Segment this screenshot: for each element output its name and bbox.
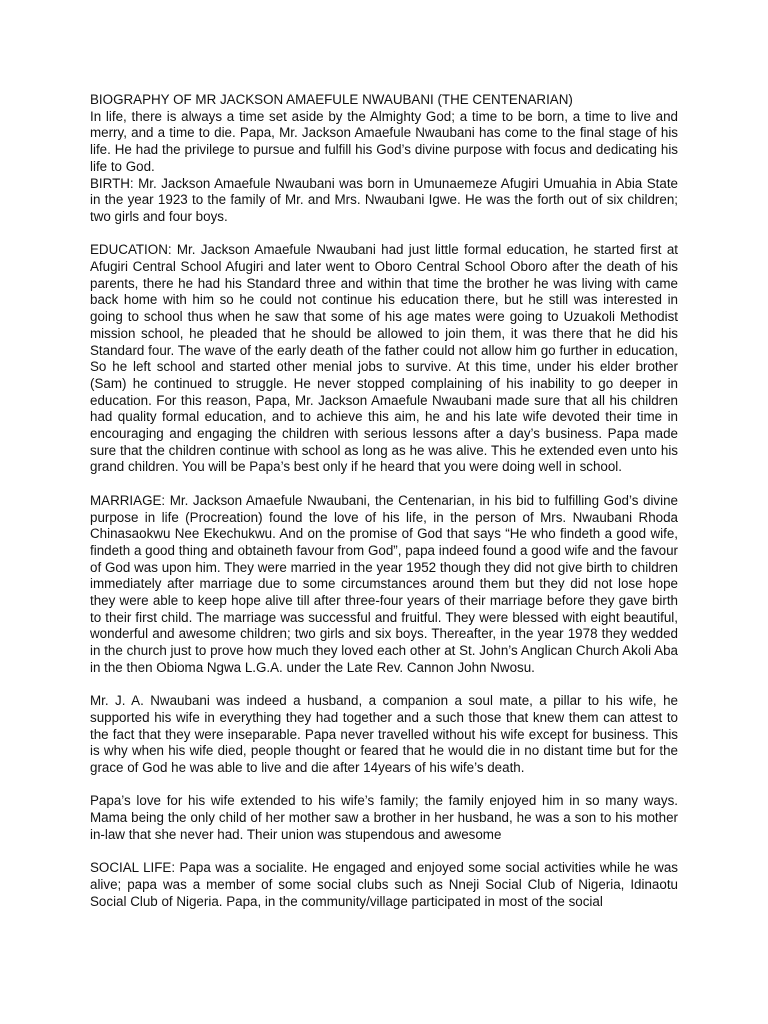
marriage-paragraph: MARRIAGE: Mr. Jackson Amaefule Nwaubani, the Centenarian, in his bid to fulfilling God’s divine purpose in life (Procreation) found the love of his life, in the person of Mrs. Nwaubani Rhoda Chinasaokwu Nee Ekechukwu. And on the promise of God that says “He who findeth a good wife, findeth a good thing and obtaineth favour from God”, papa indeed found a good wife and the favour of God was upon him. They were married in the year 1952 though they did not give birth to children immediately after marriage due to some circumstances around them but they did not lose hope they were able to keep hope alive till after three-four years of their marriage before they gave birth to their first child. The marriage was successful and fruitful. They were blessed with eight beautiful, wonderful and awesome children; two girls and six boys. Thereafter, in the year 1978 they wedded in the church just to prove how much they loved each other at St. John’s Anglican Church Akoli Aba in the then Obioma Ngwa L.G.A. under the Late Rev. Cannon John Nwosu.	[90, 492, 678, 675]
birth-paragraph: BIRTH: Mr. Jackson Amaefule Nwaubani was born in Umunaemeze Afugiri Umuahia in Abia State in the year 1923 to the family of Mr. and Mrs. Nwaubani Igwe. He was the forth out of six children; two girls and four boys.	[90, 175, 678, 224]
education-paragraph: EDUCATION: Mr. Jackson Amaefule Nwaubani had just little formal education, he started first at Afugiri Central School Afugiri and later went to Oboro Central School Oboro after the death of his parents, there he had his Standard three and within that time the brother he was living with came back home with him so he could not continue his education there, but he still was interested in going to school thus when he saw that some of his age mates were going to Uzuakoli Methodist mission school, he pleaded that he should be allowed to join them, it was there that he did his Standard four. The wave of the early death of the father could not allow him go further in education, So he left school and started other menial jobs to survive. At this time, under his elder brother (Sam) he continued to struggle. He never stopped complaining of his inability to go deeper in education. For this reason, Papa, Mr. Jackson Amaefule Nwaubani made sure that all his children had quality formal education, and to achieve this aim, he and his late wife devoted their time in encouraging and engaging the children with serious lessons after a day’s business. Papa made sure that the children continue with school as long as he was alive. This he extended even unto his grand children. You will be Papa’s best only if he heard that you were doing well in school.	[90, 242, 678, 475]
intro-paragraph: In life, there is always a time set aside by the Almighty God; a time to be born, a time to live and merry, and a time to die. Papa, Mr. Jackson Amaefule Nwaubani has come to the final stage of his life. He had the privilege to pursue and fulfill his God’s divine purpose with focus and dedicating his life to God.	[90, 108, 678, 174]
social-life-paragraph: SOCIAL LIFE: Papa was a socialite. He engaged and enjoyed some social activities while he was alive; papa was a member of some social clubs such as Nneji Social Club of Nigeria, Idinaotu Social Club of Nigeria. Papa, in the community/village participated in most of the social	[90, 860, 678, 909]
husband-paragraph: Mr. J. A. Nwaubani was indeed a husband, a companion a soul mate, a pillar to his wife, he supported his wife in everything they had together and a such those that knew them can attest to the fact that they were inseparable. Papa never travelled without his wife except for business. This is why when his wife died, people thought or feared that he would die in no distant time but for the grace of God he was able to live and die after 14years of his wife’s death.	[90, 693, 678, 776]
family-paragraph: Papa’s love for his wife extended to his wife’s family; the family enjoyed him in so many ways. Mama being the only child of her mother saw a brother in her husband, he was a son to his mother in-law that she never had. Their union was stupendous and awesome	[90, 793, 678, 842]
document-page	[90, 92, 678, 910]
document-title: BIOGRAPHY OF MR JACKSON AMAEFULE NWAUBANI (THE CENTENARIAN)	[90, 92, 573, 107]
